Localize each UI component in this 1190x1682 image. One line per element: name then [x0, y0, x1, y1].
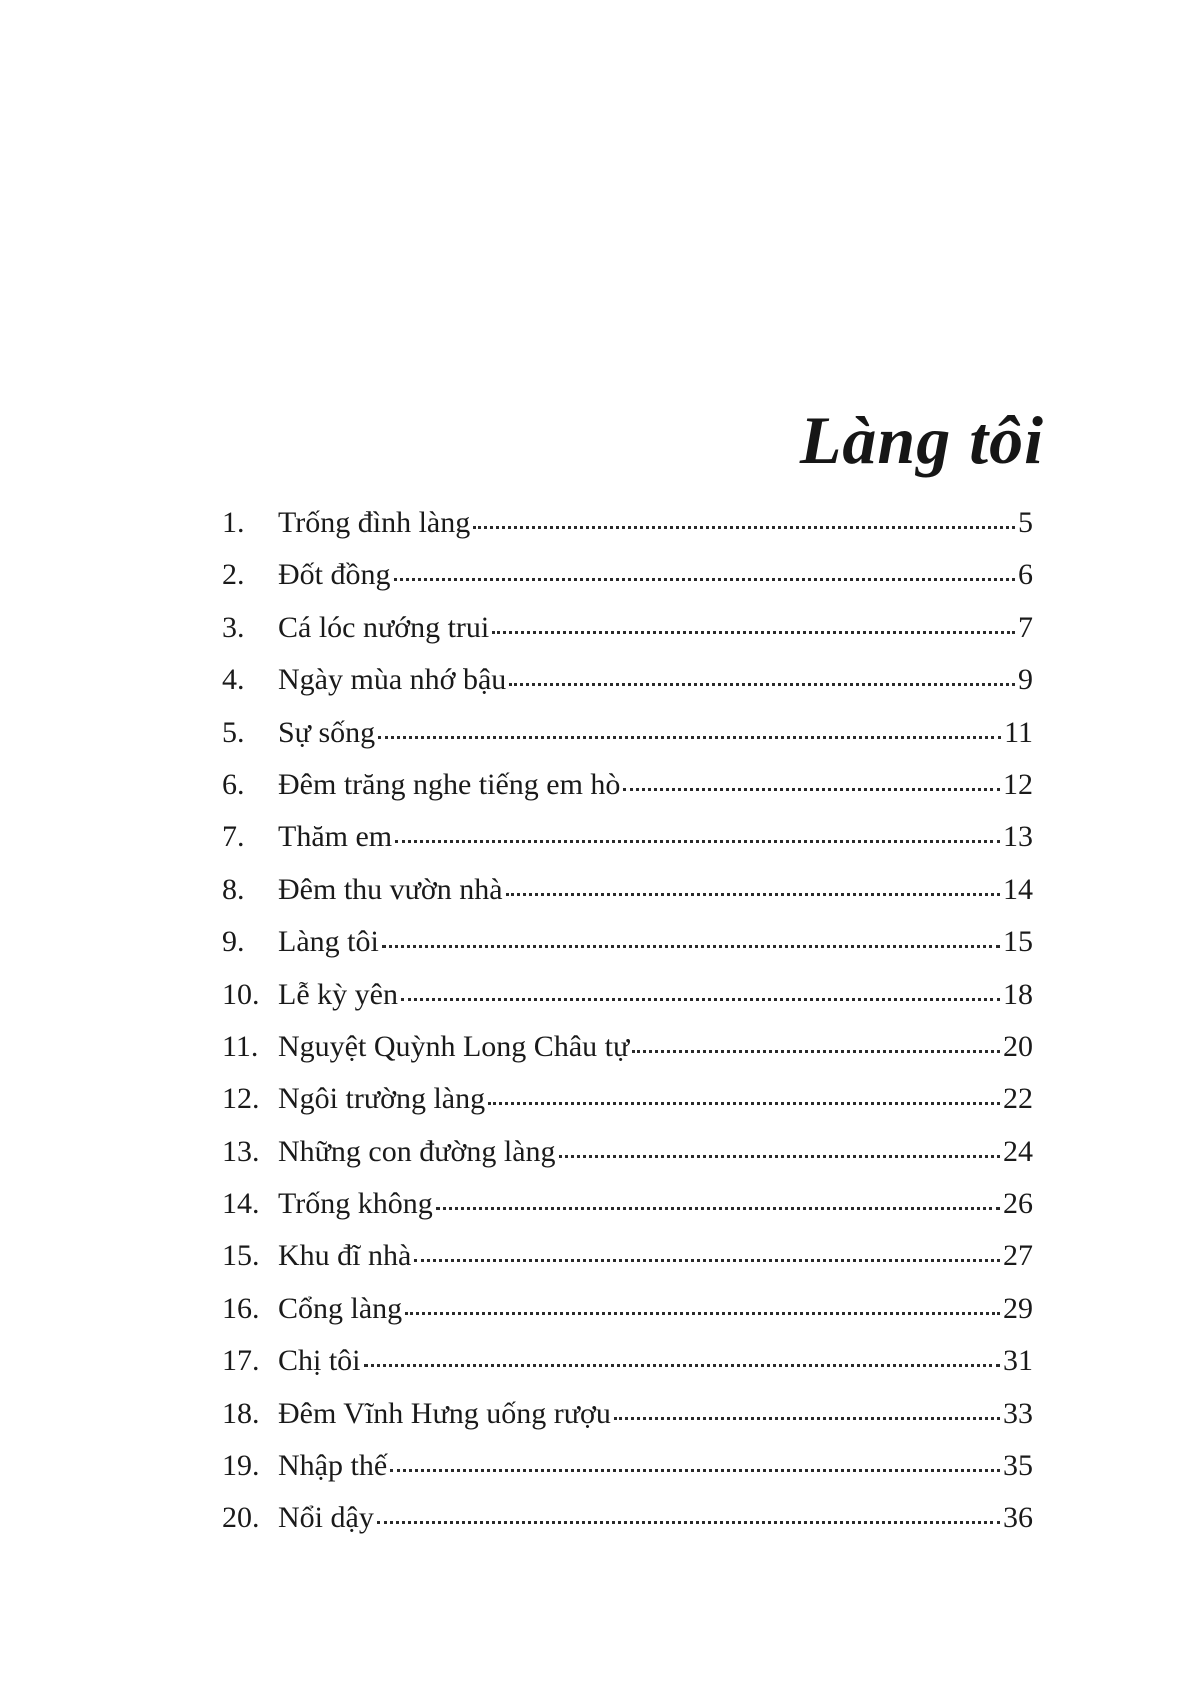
dot-leader: [395, 840, 1000, 843]
toc-entry-number: 4.: [222, 663, 245, 697]
toc-entry-title: Đêm thu vườn nhà: [278, 872, 503, 906]
toc-entry-page: 20: [1003, 1029, 1033, 1063]
toc-entry-number: 8.: [222, 872, 245, 906]
toc-entry-page: 12: [1003, 767, 1033, 801]
toc-entry-number: 9.: [222, 925, 245, 959]
toc-entry-page: 36: [1003, 1501, 1033, 1535]
toc-entry-title: Ngôi trường làng: [278, 1082, 486, 1116]
toc-entry-number: 1.: [222, 506, 245, 539]
toc-entry: [222, 1029, 1033, 1084]
toc-entry-page: 6: [1018, 558, 1033, 592]
toc-entry-number: 12.: [222, 1082, 260, 1116]
toc-entry-title: Nhập thế: [278, 1449, 388, 1483]
toc-entry-page: 35: [1003, 1449, 1033, 1483]
toc-entry-title: Trống đình làng: [278, 506, 471, 539]
dot-leader: [614, 1417, 1000, 1420]
toc-entry-page: 15: [1003, 925, 1033, 959]
toc-entry-page: 26: [1003, 1187, 1033, 1221]
toc-entry-title: Sự sống: [278, 715, 376, 749]
toc-entry-number: 20.: [222, 1501, 260, 1535]
toc-entry-title: Nổi dậy: [278, 1501, 374, 1535]
dot-leader: [506, 893, 1000, 896]
dot-leader: [623, 788, 1000, 791]
dot-leader: [632, 1050, 1000, 1053]
toc-entry: [222, 610, 1033, 665]
dot-leader: [509, 683, 1015, 686]
dot-leader: [436, 1207, 1000, 1210]
toc-entry: [222, 927, 1033, 979]
toc-entry: [222, 767, 1033, 822]
dot-leader: [405, 1312, 1000, 1315]
toc-entry: [222, 508, 1033, 560]
toc-entry-page: 22: [1003, 1082, 1033, 1116]
page-title: Làng tôi: [799, 401, 1044, 478]
toc-entry-title: Đêm trăng nghe tiếng em hò: [278, 767, 621, 801]
toc-entry: [222, 1189, 1033, 1241]
dot-leader: [401, 998, 1000, 1001]
toc-entry-title: Trống không: [278, 1187, 433, 1221]
toc-entry-title: Đốt đồng: [278, 558, 391, 592]
toc-entry: [222, 1451, 1033, 1503]
toc-entry-page: 7: [1018, 610, 1033, 644]
toc-entry-page: 24: [1003, 1134, 1033, 1168]
dot-leader: [382, 945, 1000, 948]
toc-entry-number: 6.: [222, 767, 245, 801]
toc-entry-page: 18: [1003, 977, 1033, 1011]
toc-entry: [222, 977, 1033, 1032]
toc-entry-number: 14.: [222, 1187, 260, 1221]
toc-entry-title: Đêm Vĩnh Hưng uống rượu: [278, 1396, 611, 1430]
dot-leader: [414, 1259, 1000, 1262]
toc-entry-number: 13.: [222, 1134, 260, 1168]
dot-leader: [488, 1102, 1000, 1105]
dot-leader: [390, 1469, 1000, 1472]
toc-entry-page: 14: [1003, 872, 1033, 906]
toc-entry: [222, 1291, 1033, 1346]
toc-entry-number: 16.: [222, 1291, 260, 1325]
toc-entry: [222, 1084, 1033, 1136]
toc-entry-number: 3.: [222, 610, 245, 644]
toc-entry-title: Làng tôi: [278, 925, 379, 959]
toc-entry-page: 11: [1004, 715, 1033, 749]
toc-entry: [222, 1396, 1033, 1451]
toc-entry-title: Ngày mùa nhớ bậu: [278, 663, 507, 697]
dot-leader: [559, 1155, 1000, 1158]
toc-entry-title: Thăm em: [278, 820, 393, 854]
toc-entry: [222, 1346, 1033, 1398]
dot-leader: [492, 631, 1015, 634]
toc-entry-title: Cá lóc nướng trui: [278, 610, 490, 644]
dot-leader: [377, 1521, 1000, 1524]
table-of-contents: [222, 508, 1033, 1556]
toc-entry-title: Lễ kỳ yên: [278, 977, 398, 1011]
toc-entry-title: Chị tôi: [278, 1344, 361, 1378]
toc-entry-page: 5: [1018, 506, 1033, 539]
toc-entry-number: 10.: [222, 977, 260, 1011]
toc-entry: [222, 1134, 1033, 1189]
toc-entry-number: 15.: [222, 1239, 260, 1273]
toc-entry: [222, 715, 1033, 770]
toc-entry: [222, 1503, 1033, 1555]
toc-entry-title: Nguyệt Quỳnh Long Châu tự: [278, 1029, 630, 1063]
toc-entry-page: 13: [1003, 820, 1033, 854]
toc-entry-number: 2.: [222, 558, 245, 592]
toc-entry: [222, 872, 1033, 927]
toc-entry-title: Khu đĩ nhà: [278, 1239, 412, 1273]
toc-entry-number: 17.: [222, 1344, 260, 1378]
toc-entry: [222, 665, 1033, 717]
dot-leader: [378, 736, 1001, 739]
toc-entry-page: 33: [1003, 1396, 1033, 1430]
toc-entry-number: 5.: [222, 715, 245, 749]
toc-entry-number: 11.: [222, 1029, 259, 1063]
dot-leader: [473, 526, 1015, 529]
dot-leader: [394, 578, 1016, 581]
toc-entry-title: Những con đường làng: [278, 1134, 556, 1168]
toc-entry-page: 27: [1003, 1239, 1033, 1273]
toc-entry: [222, 1241, 1033, 1293]
toc-entry: [222, 560, 1033, 612]
toc-entry-page: 29: [1003, 1291, 1033, 1325]
toc-entry-page: 9: [1018, 663, 1033, 697]
toc-entry-number: 7.: [222, 820, 245, 854]
toc-entry-page: 31: [1003, 1344, 1033, 1378]
dot-leader: [364, 1364, 1000, 1367]
toc-entry: [222, 822, 1033, 874]
toc-entry-number: 19.: [222, 1449, 260, 1483]
toc-entry-number: 18.: [222, 1396, 260, 1430]
toc-entry-title: Cổng làng: [278, 1291, 403, 1325]
